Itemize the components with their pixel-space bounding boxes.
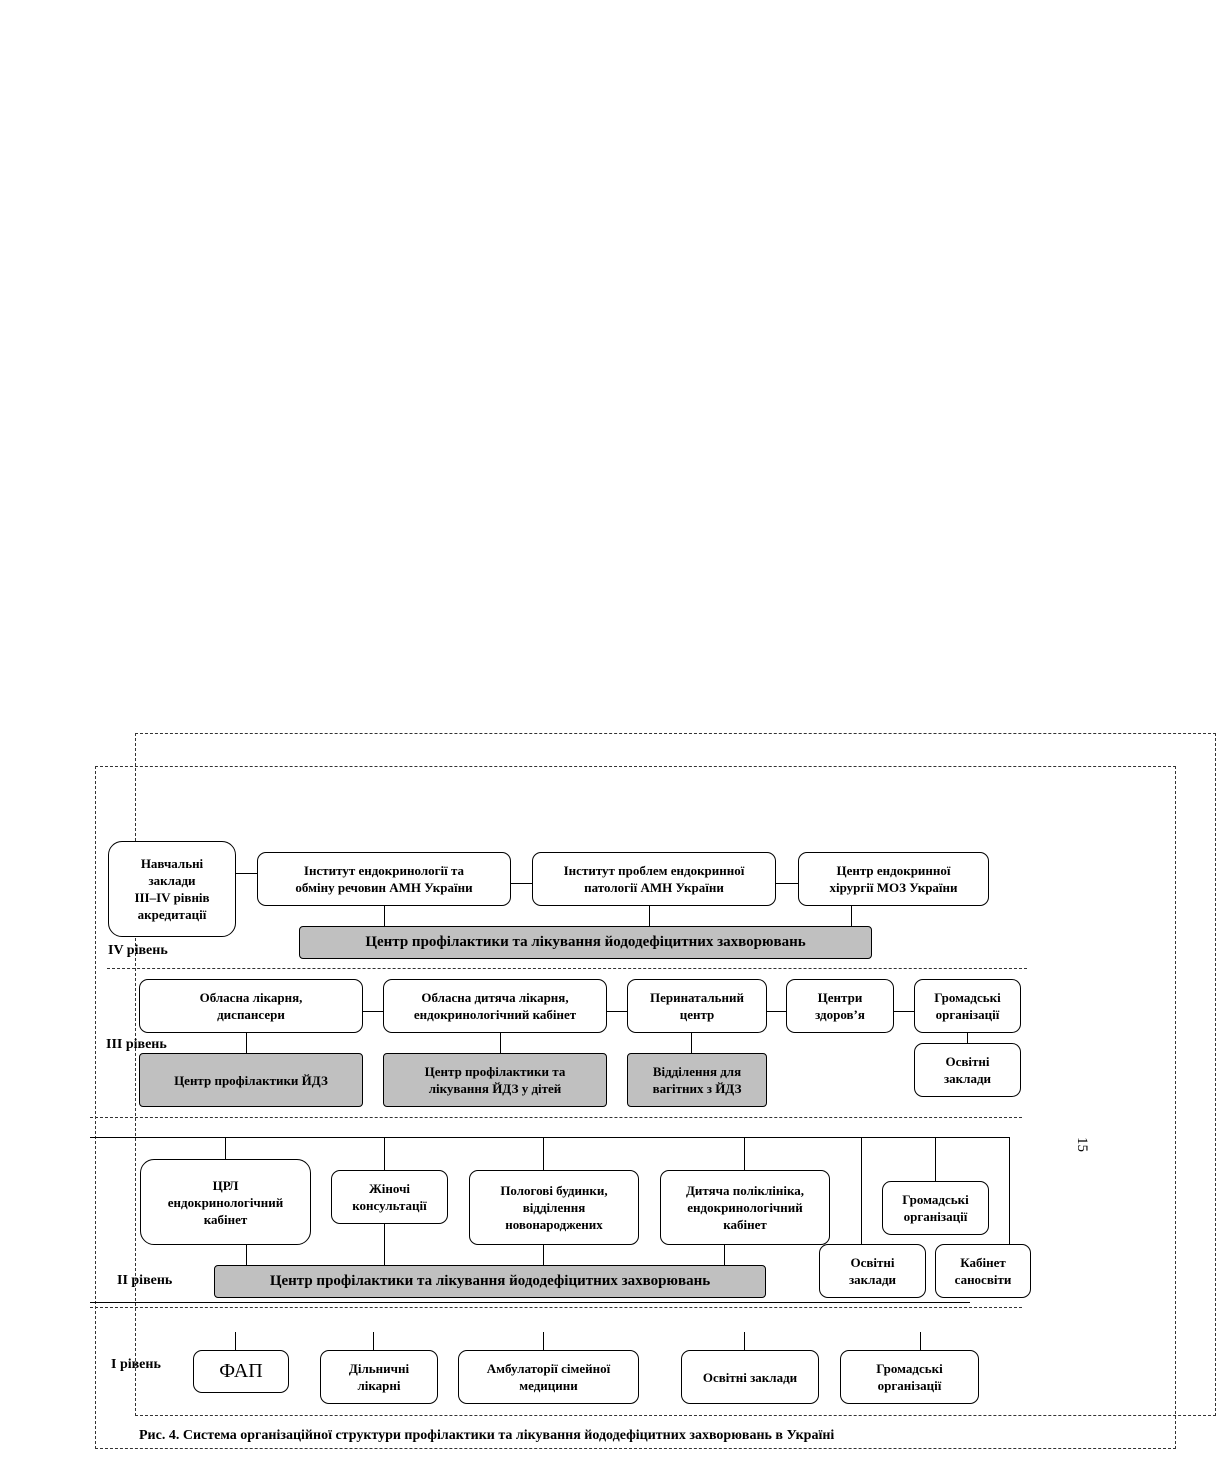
box-public-organizations-level2: Громадські організації [882,1181,989,1235]
box-educational-institutions-level2: Освітні заклади [819,1244,926,1298]
separator-ii-i [90,1307,1022,1308]
connector [1009,1137,1010,1245]
box-womens-consultations: Жіночі консультації [331,1170,448,1224]
box-center-iodine-deficiency-level4: Центр профілактики та лікування йододефіцитних захворювань [299,926,872,959]
box-fap: ФАП [193,1350,289,1393]
connector [775,883,799,884]
box-maternity-hospitals: Пологові будинки, відділення новонароджених [469,1170,639,1245]
box-perinatal-center: Перинатальний центр [627,979,767,1033]
connector [861,1137,862,1245]
connector-bus [90,1137,1010,1138]
connector [766,1011,787,1012]
box-center-children-idz: Центр профілактики та лікування ЙДЗ у дітей [383,1053,607,1107]
box-children-polyclinic: Дитяча поліклініка, ендокринологічний кабінет [660,1170,830,1245]
connector [246,1032,247,1054]
connector [235,1332,236,1351]
connector [384,1137,385,1171]
connector [225,1137,226,1160]
connector [362,1011,384,1012]
box-center-idz-prevention: Центр профілактики ЙДЗ [139,1053,363,1107]
connector [935,1137,936,1181]
connector [543,1332,544,1351]
box-center-iodine-deficiency-level2: Центр профілактики та лікування йододефіцитних захворювань [214,1265,766,1298]
box-regional-hospital: Обласна лікарня, диспансери [139,979,363,1033]
connector [724,1244,725,1266]
page-number: 15 [1074,1137,1090,1152]
level-iii-label: III рівень [106,1037,167,1052]
box-public-organizations-level3: Громадські організації [914,979,1021,1033]
box-regional-children-hospital: Обласна дитяча лікарня, ендокринологічний кабінет [383,979,607,1033]
box-educational-institutions-level3: Освітні заклади [914,1043,1021,1097]
level-iv-label: IV рівень [108,943,168,958]
separator-ii-i-solid [90,1302,970,1303]
connector [744,1332,745,1351]
box-health-education-office: Кабінет саносвіти [935,1244,1031,1298]
connector [510,883,533,884]
connector [373,1332,374,1351]
connector [851,905,852,927]
separator-iii-ii [90,1117,1022,1118]
connector [649,905,650,927]
box-institute-endocrine-problems: Інститут проблем ендокринної патології АМН України [532,852,776,906]
connector [236,873,258,874]
connector [543,1137,544,1171]
connector [744,1137,745,1171]
figure-caption: Рис. 4. Система організаційної структури профілактики та лікування йододефіцитних захворювань в Україні [139,1428,835,1443]
box-educational-institutions-level1: Освітні заклади [681,1350,819,1404]
box-public-organizations-level1: Громадські організації [840,1350,979,1404]
connector [893,1011,915,1012]
box-education-institutions: Навчальні заклади III–IV рівнів акредитації [108,841,236,937]
connector [606,1011,628,1012]
connector [920,1332,921,1351]
connector [691,1032,692,1054]
separator-iv-iii [107,968,1027,969]
connector [543,1244,544,1266]
box-district-hospitals: Дільничні лікарні [320,1350,438,1404]
box-pregnant-idz-department: Відділення для вагітних з ЙДЗ [627,1053,767,1107]
level-i-label: І рівень [111,1357,161,1372]
connector [500,1032,501,1054]
box-family-medicine-clinics: Амбулаторії сімейної медицини [458,1350,639,1404]
connector [384,905,385,927]
connector [246,1244,247,1266]
box-crl-endocrinology: ЦРЛ ендокринологічний кабінет [140,1159,311,1245]
box-health-centers: Центри здоров’я [786,979,894,1033]
box-institute-endocrinology: Інститут ендокринології та обміну речовин АМН України [257,852,511,906]
box-endocrine-surgery-center: Центр ендокринної хірургії МОЗ України [798,852,989,906]
level-ii-label: II рівень [117,1273,173,1288]
connector [384,1223,385,1266]
